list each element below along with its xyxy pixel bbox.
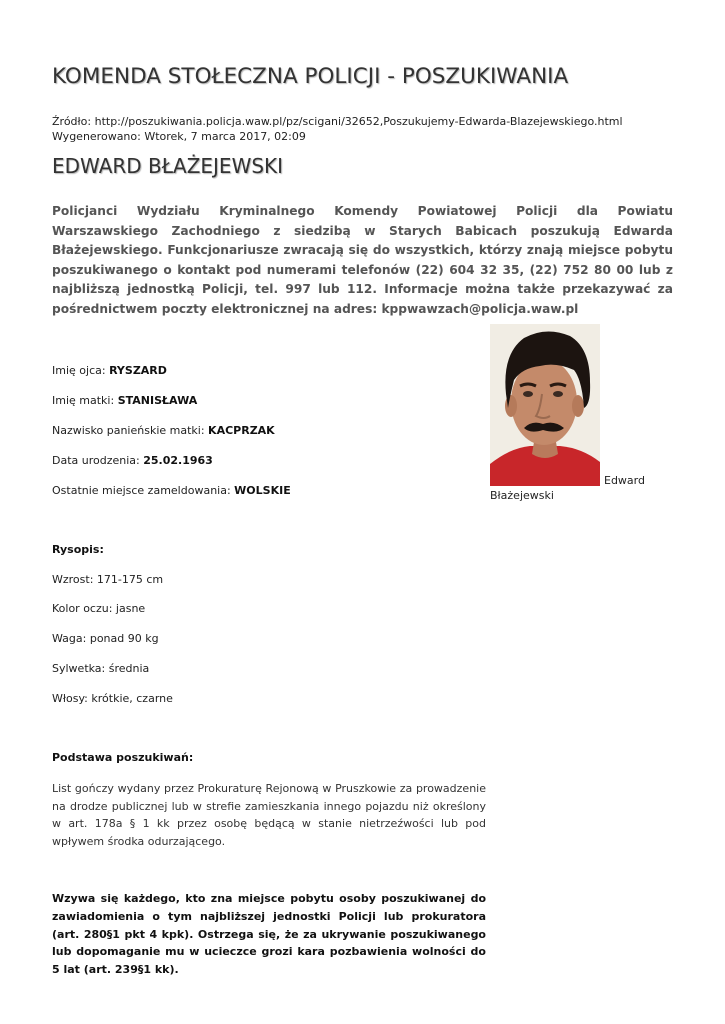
- residence-label: Ostatnie miejsce zameldowania:: [52, 484, 231, 497]
- birth-date-field: [52, 454, 213, 468]
- photo-caption-last-name: Błażejewski: [490, 489, 554, 502]
- birth-label: Data urodzenia:: [52, 454, 140, 467]
- person-name: EDWARD BŁAŻEJEWSKI: [52, 154, 284, 178]
- description-heading: Rysopis:: [52, 543, 104, 556]
- birth-value: 25.02.1963: [143, 454, 213, 467]
- father-name-field: [52, 364, 167, 378]
- hair-field: Włosy: krótkie, czarne: [52, 692, 173, 705]
- eye-color-field: Kolor oczu: jasne: [52, 602, 146, 615]
- father-label: Imię ojca:: [52, 364, 106, 377]
- page-title: KOMENDA STOŁECZNA POLICJI - POSZUKIWANIA: [52, 64, 569, 89]
- build-field: Sylwetka: średnia: [52, 662, 150, 675]
- residence-value: WOLSKIE: [234, 484, 291, 497]
- weight-field: Waga: ponad 90 kg: [52, 632, 159, 645]
- mother-name-field: [52, 394, 197, 408]
- father-value: RYSZARD: [109, 364, 167, 377]
- residence-field: [52, 484, 291, 498]
- source-line: [52, 114, 623, 129]
- mother-label: Imię matki:: [52, 394, 115, 407]
- suspect-photo: [490, 324, 600, 486]
- generated-value: Wtorek, 7 marca 2017, 02:09: [144, 130, 306, 143]
- height-field: Wzrost: 171-175 cm: [52, 573, 164, 586]
- mother-value: STANISŁAWA: [117, 394, 198, 407]
- maiden-label: Nazwisko panieńskie matki:: [52, 424, 205, 437]
- maiden-name-field: [52, 424, 275, 438]
- photo-caption-first-name: Edward: [604, 474, 645, 487]
- source-url: http://poszukiwania.policja.waw.pl/pz/scigani/32652,Poszukujemy-Edwarda-Blazejewskiego.html: [94, 115, 623, 128]
- intro-paragraph: Policjanci Wydziału Kryminalnego Komendy Powiatowej Policji dla Powiatu Warszawskiego Zachodniego z siedzibą w Starych Babicach poszukują Edwarda Błażejewskiego. Funkcjonariusze zwracają się do wszystkich, którzy znają miejsce pobytu poszukiwanego o kontakt pod numerami telefonów (22) 604 32 35, (22) 752 80 00 lub z najbliższą jednostką Policji, tel. 997 lub 112. Informacje można także przekazywać za pośrednictwem poczty elektronicznej na adres: kppwawzach@policja.waw.pl: [52, 204, 673, 316]
- maiden-value: KACPRZAK: [208, 424, 275, 437]
- basis-paragraph: List gończy wydany przez Prokuraturę Rejonową w Pruszkowie za prowadzenie na drodze publicznej lub w strefie zamieszkania innego pojazdu niż określony w art. 178a § 1 kk przez osobę będącą w stanie nietrzeźwości lub pod wpływem środka odurzającego.: [52, 782, 486, 848]
- source-label: Źródło:: [52, 115, 92, 128]
- basis-heading: Podstawa poszukiwań:: [52, 751, 194, 764]
- warning-paragraph: Wzywa się każdego, kto zna miejsce pobytu osoby poszukiwanej do zawiadomienia o tym najbliższej jednostki Policji lub prokuratora (art. 280§1 pkt 4 kpk). Ostrzega się, że za ukrywanie poszukiwanego lub dopomaganie mu w ucieczce grozi kara pozbawienia wolności do 5 lat (art. 239§1 kk).: [52, 892, 486, 977]
- document-meta: [52, 114, 623, 144]
- generated-label: Wygenerowano:: [52, 130, 141, 143]
- generated-line: [52, 129, 623, 144]
- portrait-illustration: [490, 324, 600, 486]
